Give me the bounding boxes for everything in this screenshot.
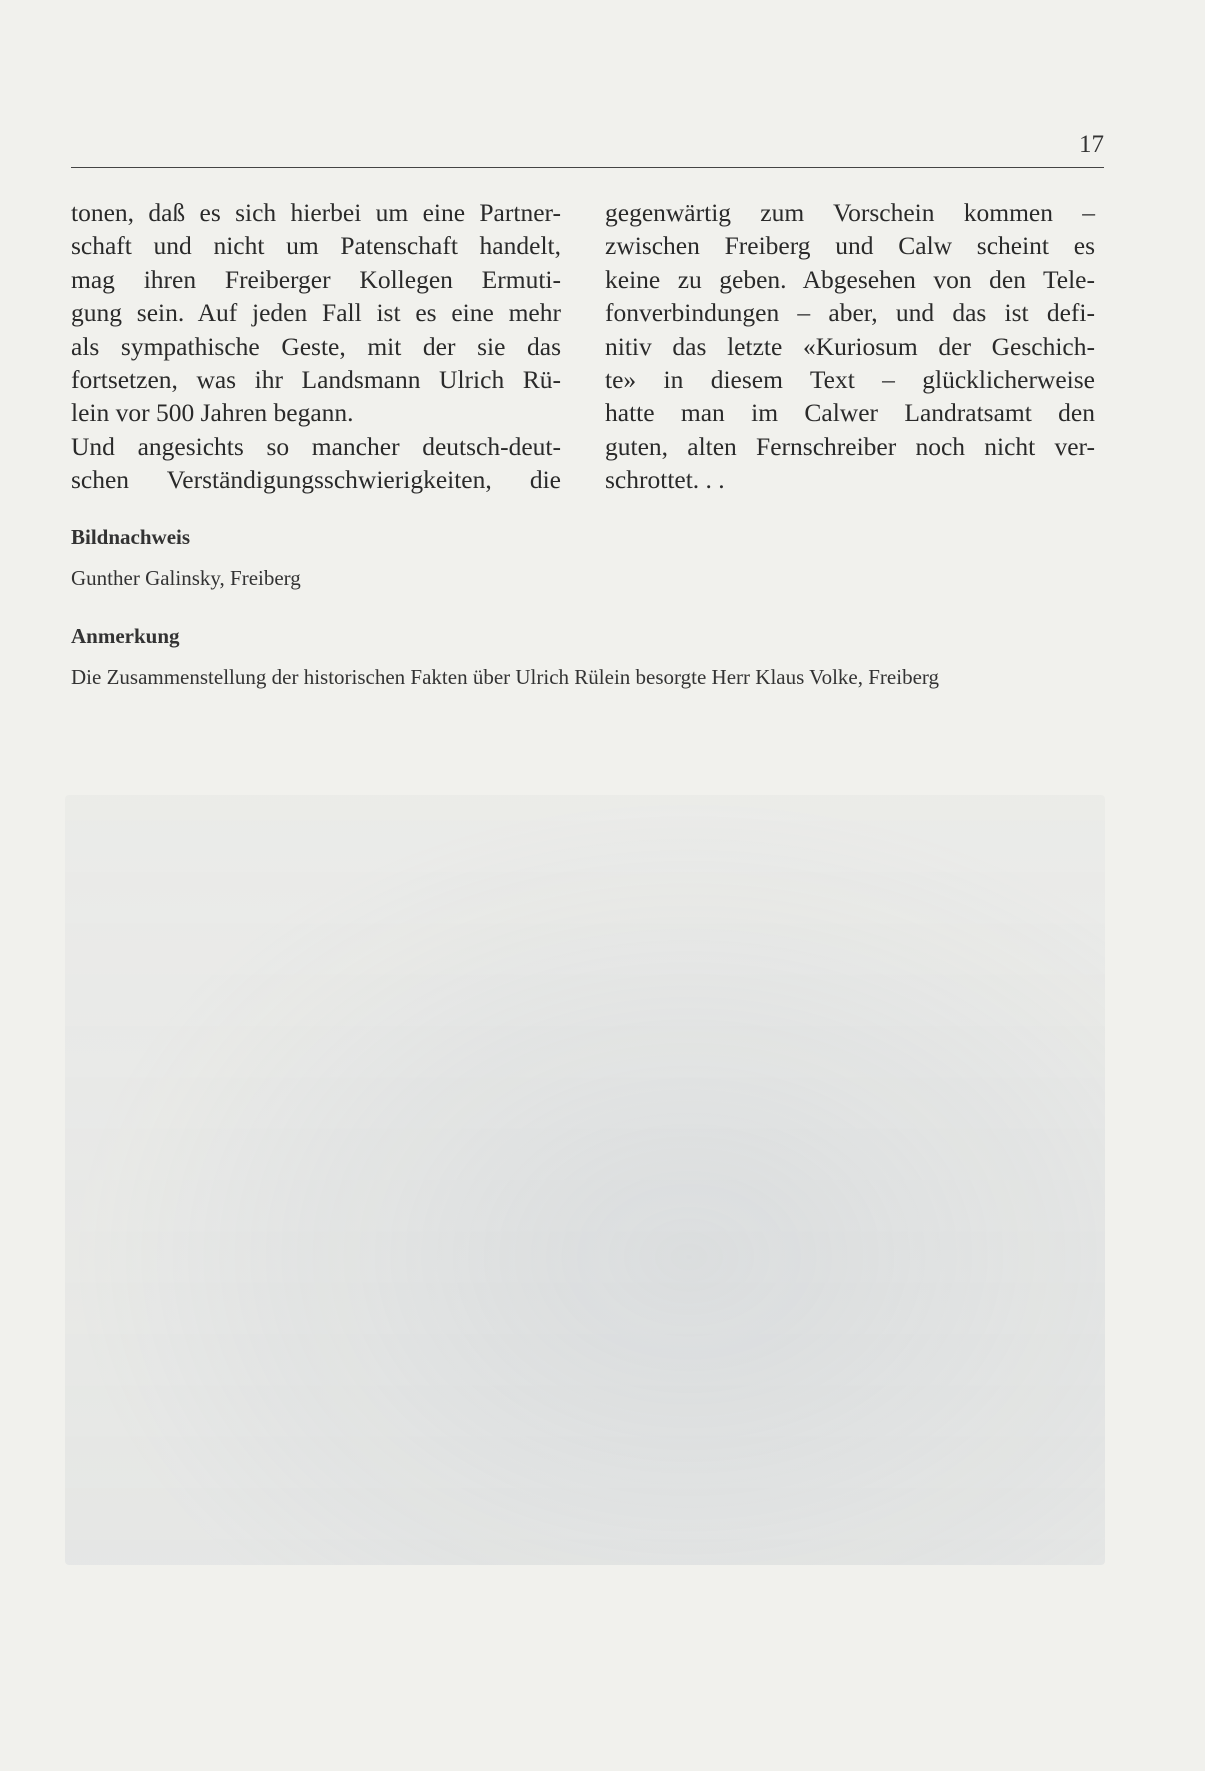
text-line: tonen, daß es sich hierbei um eine Partner-: [71, 198, 561, 227]
page-number: 17: [1079, 131, 1104, 158]
right-column: [605, 196, 1095, 497]
text-line: schen Verständigungsschwierigkeiten, die: [71, 465, 561, 495]
left-column: [71, 196, 561, 497]
text-line: schaft und nicht um Patenschaft handelt,: [71, 231, 561, 261]
text-line: gung sein. Auf jeden Fall ist es eine mehr: [71, 298, 561, 328]
bildnachweis-text: Gunther Galinsky, Freiberg: [71, 566, 301, 590]
text-line: hatte man im Calwer Landratsamt den: [605, 398, 1095, 428]
text-line: fonverbindungen – aber, und das ist defi-: [605, 298, 1095, 328]
text-line: te» in diesem Text – glücklicherweise: [605, 365, 1095, 395]
text-line: fortsetzen, was ihr Landsmann Ulrich Rü-: [71, 365, 561, 395]
show-through-image: [65, 795, 1105, 1565]
text-line: Und angesichts so mancher deutsch-deut-: [71, 431, 561, 461]
text-line: mag ihren Freiberger Kollegen Ermuti-: [71, 264, 561, 294]
text-line: schrottet. . .: [605, 465, 725, 495]
text-line: keine zu geben. Abgesehen von den Tele-: [605, 264, 1095, 294]
text-line: gegenwärtig zum Vorschein kommen –: [605, 198, 1095, 227]
text-line: lein vor 500 Jahren begann.: [71, 398, 354, 428]
text-line: nitiv das letzte «Kuriosum der Geschich-: [605, 331, 1095, 361]
text-line: als sympathische Geste, mit der sie das: [71, 331, 561, 361]
text-line: guten, alten Fernschreiber noch nicht ver-: [605, 431, 1095, 461]
text-line: zwischen Freiberg und Calw scheint es: [605, 231, 1095, 261]
anmerkung-text: Die Zusammenstellung der historischen Fakten über Ulrich Rülein besorgte Herr Klaus Volke, Freiberg: [71, 665, 940, 689]
bildnachweis-heading: Bildnachweis: [71, 525, 191, 549]
header-rule: [71, 167, 1104, 168]
anmerkung-heading: Anmerkung: [71, 624, 180, 648]
